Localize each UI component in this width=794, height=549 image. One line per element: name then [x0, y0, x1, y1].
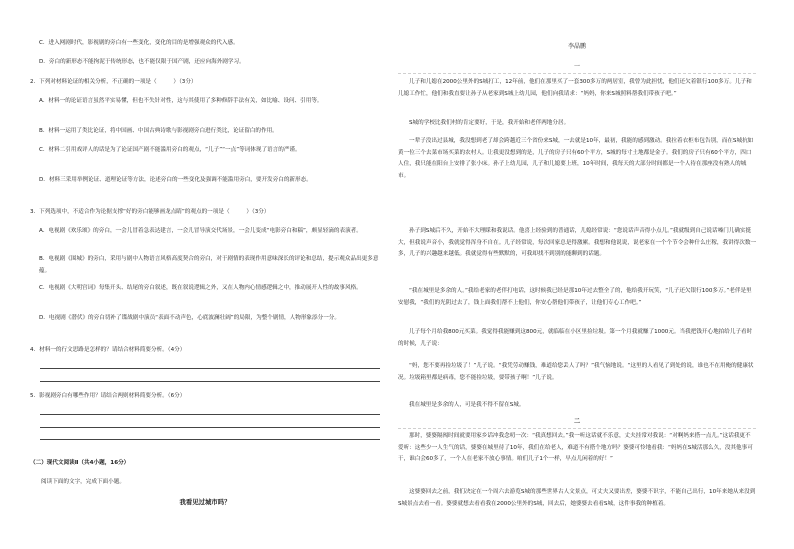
answer-line	[40, 439, 380, 440]
story-paragraph: “我在城里是多余的人。”我给老家的老伴打电话，这时候我已经是那10年过去整全了的，他给我开玩笑，“儿子还欠银行100多万。”老伴是里安慰我，“我们的光阴过去了，钱上面我们帮不上他们，你安心帮他们带孩子，让他们专心工作吧。”	[398, 288, 752, 306]
q2-option-a: A．材料一的论证语言虽然平实易懂，但也不失针对性，这与其使用了多种修辞手法有关，如比喻、设问、引用等。	[39, 98, 323, 104]
q3-option-a: A．电视剧《欢乐颂》的旁白，一会儿冒着急表达建言，一会儿冒导演交代场景，一会儿变成“电影旁白和稿”，颇显轻滴的表演者。	[39, 228, 362, 234]
story-paragraph: 这婆婆回去之前，我们决定在一个周六去游览S城的那些世界古人文景点，可丈夫又要出差，婆婆不识字，不能自己出行，10年来她从来没到S城景点去看一看。婆婆就想去看看我在2000公里外的S城，回去后，她婆婆去看看S城，这件事我的种植着。	[398, 489, 756, 507]
q2-option-d: D．材料三采用举例论证、道理论证等方法，论述旁白的一些变化及强调不能滥用旁白，要开发旁白的新形态。	[39, 177, 312, 183]
story-paragraph: 我在城里是多余的人，可是我不得不留在S城。	[409, 402, 525, 408]
story-author: 李晶鹏	[567, 43, 586, 50]
q3-option-d: D．电视剧《潜伏》的旁白切补了谍战剧中演员“表面不动声色，心底波澜壮阔”的局限，为整个剧情，人物形象添分一分。	[39, 315, 340, 321]
answer-line	[40, 414, 380, 415]
story-paragraph: 儿子每个月给我800元买菜。我觉得我能赚到这800元，就临临在小区里捡垃圾。第一个月我就赚了1000元。当我把钱开心地拍给儿子看时的时候，儿子说：	[398, 329, 753, 347]
story-paragraph: S城的学校比我们村的肯定要好，于是，我开始和老伴两地分居。	[409, 120, 570, 126]
q2-option-b: B．材料一运用了类比论证，将中国画、中国古典诗歌与影视剧旁白进行类比，论证留白的作用。	[39, 128, 278, 134]
divider	[398, 428, 756, 429]
question-2: 2．下列对材料论证的相关分析，不正确的一项是（ ）（3分）	[30, 79, 197, 85]
question-5: 5．影视剧旁白有哪些作用？请结合两则材料简要分析。（6分）	[30, 393, 186, 399]
story-paragraph: 那时，婆婆隔阂时间就要用家乡话冲我念叨一次：“我真想回去。”我一听这话就不乐意，丈夫挂常对我说：“对啊妈来搭一点儿。”这话我更不爱听：这些少一人生气的话，婆婆在城里待了10年，我们在给老人，难道不有搭个地方吗？婆婆可怜地看我：“妈妈在S城活那么久，没其他事可干，谁白会60多了，一个人在老家不放心事情。咱们儿子1个一样，早点儿闲着的好！”	[398, 433, 753, 463]
story-title: 我看见过城市吗？	[179, 498, 231, 506]
q3-option-b: B．电视剧《围城》的旁白，采用与剧中人物语言风格高度契合的旁白，对于剧情的表现作用意味深长的评论和总结，提示观众品出更多意蕴。	[39, 256, 379, 274]
part-one-marker: 一	[573, 63, 580, 70]
q2-option-c: C．材料二引用戏评人的话是为了论证国产剧不能滥用旁白的观点，“儿子”“一点”等词体现了语言的严谨。	[39, 147, 301, 153]
story-paragraph: 儿子和儿媳在2000公里外的S城打工，12年前，他们在那里买了一套300多万的两居室，我曾为此担忧，他们还欠着银行100多万。儿子和儿媳工作忙，他们和我直要让孙子从老家到S城上幼儿园，他们向我请求：“妈妈，你来S城照料帮我们带孩子吧。”	[398, 79, 752, 97]
option-c-prev: C．进入网剧时代，影视剧的旁白有一些变化，变化的目的是增强观众的代入感。	[39, 40, 239, 46]
option-d-prev: D．旁白的新形态不能拘泥于传统形态，也不能仅限于国产剧，还应向海外剧学习。	[39, 59, 245, 65]
story-paragraph: 孙子到S城后不久，开始不大理睬和我说话。他喜上经验到的普通话，儿媳经常说：“您说话声音得小点儿。”我就级到自己说话嗓门儿确实挺大，但我说声音小，我就觉得浑身不自在。儿子经常说，每次回家总是得激累。我想和他说说，说老家在一个个节令会种什么庄稼，我讲得次数一多，儿子的兴趣越来越低。我就觉得有些默默的，可我却找不到别的能聊到的话题。	[398, 228, 757, 258]
story-paragraph: 一辈子没出过县城，我没想到老了却会跨越近三个省份来S城，一去就是10年，最初，我能的感到激动。我拉着衣柜布包告别，而在S城抗如黄一位三个去菜市场买菜的农村人。让我更没想到的是，儿子的房子只有60个平方，S城的每寸土地都是金子。我们的房子只有60个平方，四口人住，我只能在阳台上安排了张小床。孙子上幼儿园，儿子和儿媳要上班，10年时间，我每天的大部分时间都是一个人待在那座没有熟人的城市。	[398, 138, 754, 179]
answer-line	[40, 368, 380, 369]
story-paragraph: “妈，您不要再捡垃圾了！”儿子说。“我凭劳动赚钱，难道给您丢人了吗？”我气恼地说。“这里的人看见了到处的说，谁也不在用俺的健康状况。垃圾箱里都是病毒，您不能捡垃圾，要带孩子啊！”儿子说。	[398, 363, 754, 381]
answer-line	[40, 427, 380, 428]
part-two-marker: 二	[573, 418, 580, 425]
answer-line	[40, 381, 380, 382]
q3-option-c: C．电视剧《大明宫词》每集开头、结尾的旁白叙述，既在叙说逻辑之外，又在人物内心情感逻辑之中，推动展开人性的故事风格。	[39, 285, 362, 291]
reading-instruction: 阅读下面的文字，完成下面小题。	[41, 479, 125, 485]
question-3: 3．下列选项中，不适合作为论据支撑“好的旁白能够画龙点睛”的观点的一项是（ ）（3分）	[30, 209, 270, 215]
question-4: 4．材料一的行文思路是怎样的？请结合材料简要分析。（4分）	[30, 347, 186, 353]
section-heading: （二）现代文阅读Ⅱ（共4小题，16分）	[30, 460, 130, 466]
divider	[398, 73, 756, 74]
